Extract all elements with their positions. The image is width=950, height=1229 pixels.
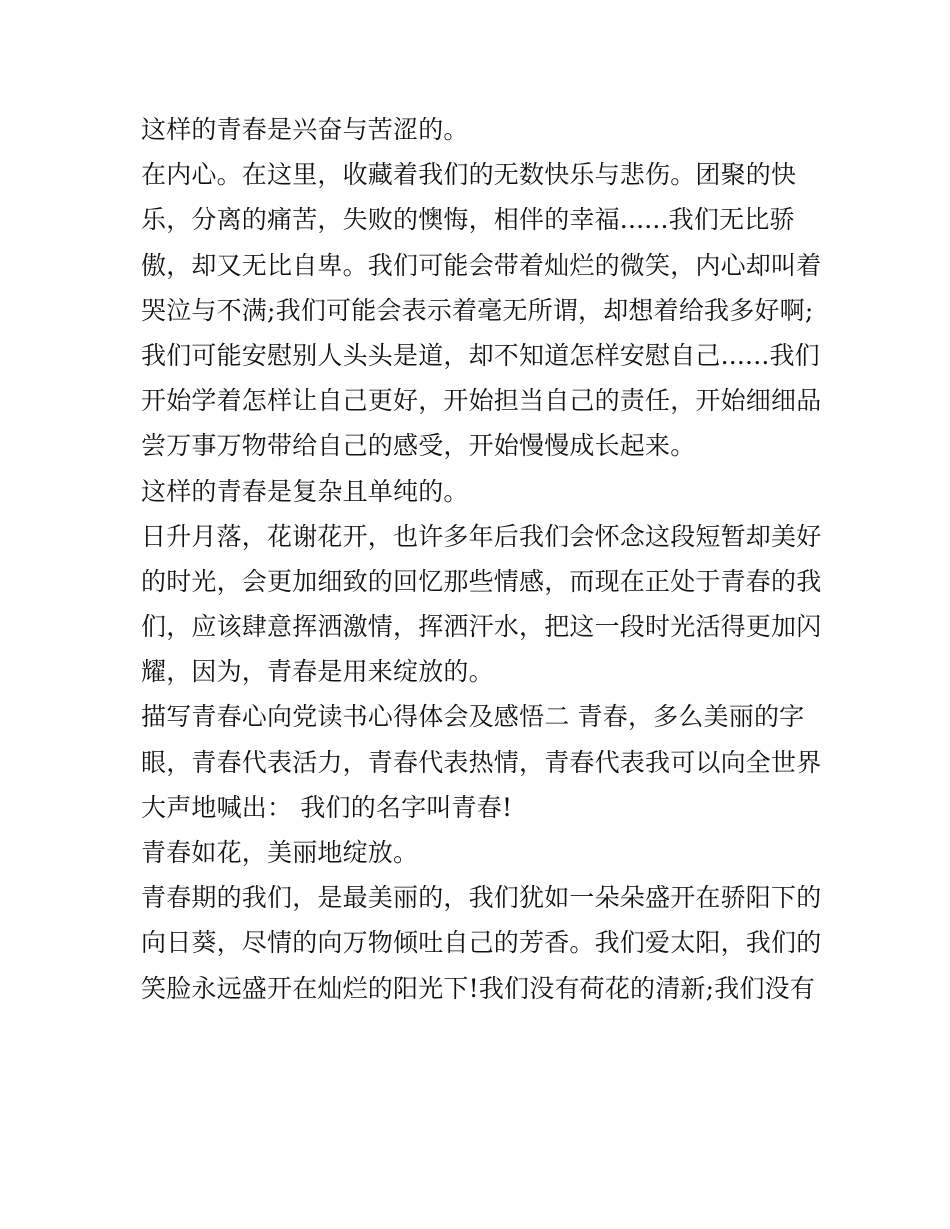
text-line: 乐，分离的痛苦，失败的懊悔，相伴的幸福......我们无比骄 [141,205,795,235]
text-line: 笑脸永远盛开在灿烂的阳光下!我们没有荷花的清新;我们没有 [141,973,816,1003]
text-line: 傲，却又无比自卑。我们可能会带着灿烂的微笑，内心却叫着 [141,250,822,280]
document-body [141,107,822,1011]
text-line: 这样的青春是复杂且单纯的。 [141,476,469,506]
text-line: 哭泣与不满;我们可能会表示着毫无所谓，却想着给我多好啊; [141,295,814,325]
text-line: 描写青春心向党读书心得体会及感悟二 青春，多么美丽的字 [141,702,805,732]
text-line: 我们可能安慰别人头头是道，却不知道怎样安慰自己......我们 [141,340,820,370]
text-line: 耀，因为，青春是用来绽放的。 [141,657,494,687]
text-line: 向日葵，尽情的向万物倾吐自己的芳香。我们爱太阳，我们的 [141,928,822,958]
text-line: 大声地喊出： 我们的名字叫青春! [141,792,513,822]
text-line: 们，应该肆意挥洒激情，挥洒汗水，把这一段时光活得更加闪 [141,612,822,642]
text-line: 开始学着怎样让自己更好，开始担当自己的责任，开始细细品 [141,386,822,416]
text-line: 尝万事万物带给自己的感受，开始慢慢成长起来。 [141,431,696,461]
text-line: 眼，青春代表活力，青春代表热情，青春代表我可以向全世界 [141,747,822,777]
text-line: 的时光，会更加细致的回忆那些情感，而现在正处于青春的我 [141,566,822,596]
text-line: 这样的青春是兴奋与苦涩的。 [141,115,469,144]
text-line: 青春期的我们，是最美丽的，我们犹如一朵朵盛开在骄阳下的 [141,883,822,913]
text-line: 青春如花，美丽地绽放。 [141,838,419,867]
text-line: 在内心。在这里，收藏着我们的无数快乐与悲伤。团聚的快 [141,160,797,190]
text-line: 日升月落，花谢花开，也许多年后我们会怀念这段短暂却美好 [141,521,822,551]
